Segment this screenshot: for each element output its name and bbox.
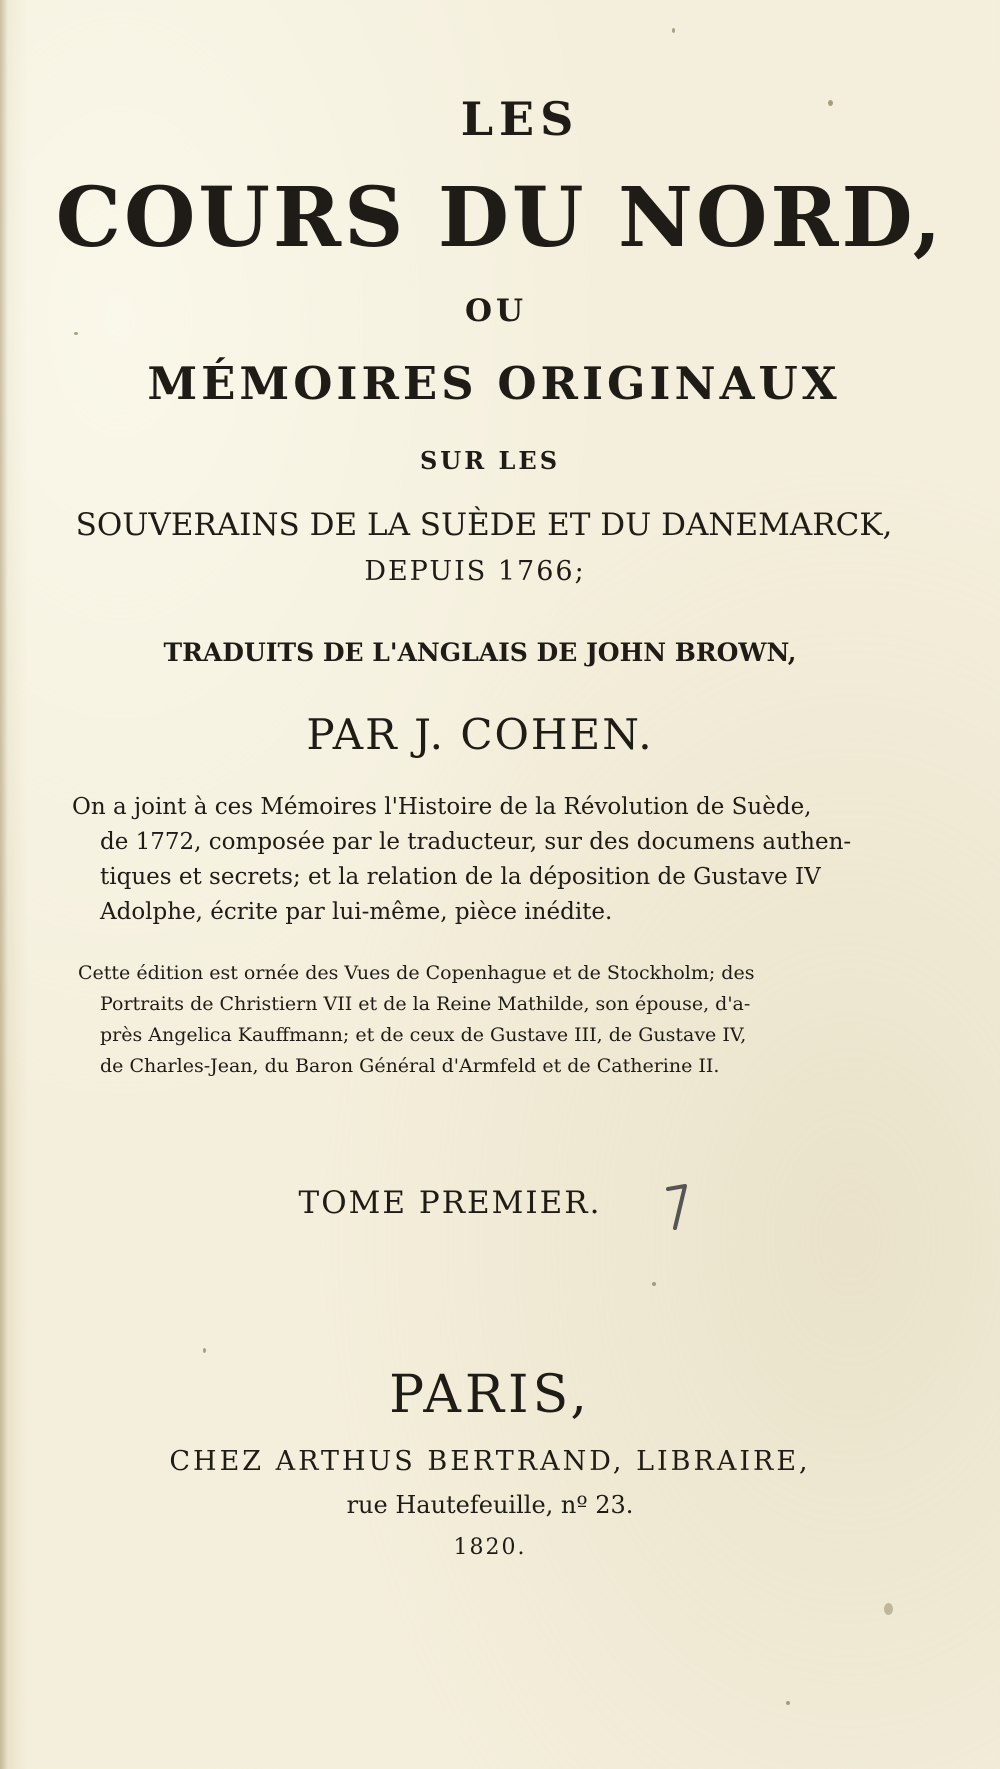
imprint-address: rue Hautefeuille, nº 23. xyxy=(346,1491,634,1519)
main-title: COURS DU NORD, xyxy=(55,170,945,266)
paper-speck xyxy=(203,1348,206,1353)
paper-speck xyxy=(652,1282,656,1286)
edition-line: Portraits de Christiern VII et de la Reine Mathilde, son épouse, d'a- xyxy=(100,993,751,1015)
title-line-les: LES xyxy=(460,92,580,146)
title-line-sur-les: SUR LES xyxy=(419,446,561,475)
translator-name: PAR J. COHEN. xyxy=(306,710,654,759)
imprint-city: PARIS, xyxy=(389,1365,591,1425)
paper-speck xyxy=(828,100,833,106)
note-line: Adolphe, écrite par lui-même, pièce inédite. xyxy=(100,899,613,925)
pencil-volume-mark xyxy=(666,1183,688,1231)
edition-line: de Charles-Jean, du Baron Général d'Armfeld et de Catherine II. xyxy=(100,1055,720,1077)
translation-credit: TRADUITS DE L'ANGLAIS DE JOHN BROWN, xyxy=(163,638,797,667)
imprint-publisher: CHEZ ARTHUS BERTRAND, LIBRAIRE, xyxy=(169,1446,811,1477)
volume-label: TOME PREMIER. xyxy=(298,1185,602,1221)
edition-line: Cette édition est ornée des Vues de Copenhague et de Stockholm; des xyxy=(78,962,755,984)
note-line: tiques et secrets; et la relation de la déposition de Gustave IV xyxy=(100,864,821,890)
paper-speck xyxy=(884,1603,893,1615)
paper-speck xyxy=(786,1701,790,1705)
imprint-year: 1820. xyxy=(453,1535,527,1560)
contents-note xyxy=(72,790,882,930)
note-line: On a joint à ces Mémoires l'Histoire de la Révolution de Suède, xyxy=(72,794,812,820)
edition-note xyxy=(78,958,878,1082)
subtitle-memoires: MÉMOIRES ORIGINAUX xyxy=(147,357,841,410)
paper-speck xyxy=(672,28,675,33)
paper-speck xyxy=(74,332,78,335)
title-line-souverains: SOUVERAINS DE LA SUÈDE ET DU DANEMARCK, xyxy=(75,507,893,543)
title-line-depuis: DEPUIS 1766; xyxy=(364,556,586,587)
note-line: de 1772, composée par le traducteur, sur des documens authen- xyxy=(100,829,852,855)
edition-line: près Angelica Kauffmann; et de ceux de Gustave III, de Gustave IV, xyxy=(100,1024,747,1046)
title-line-ou: OU xyxy=(464,293,528,329)
